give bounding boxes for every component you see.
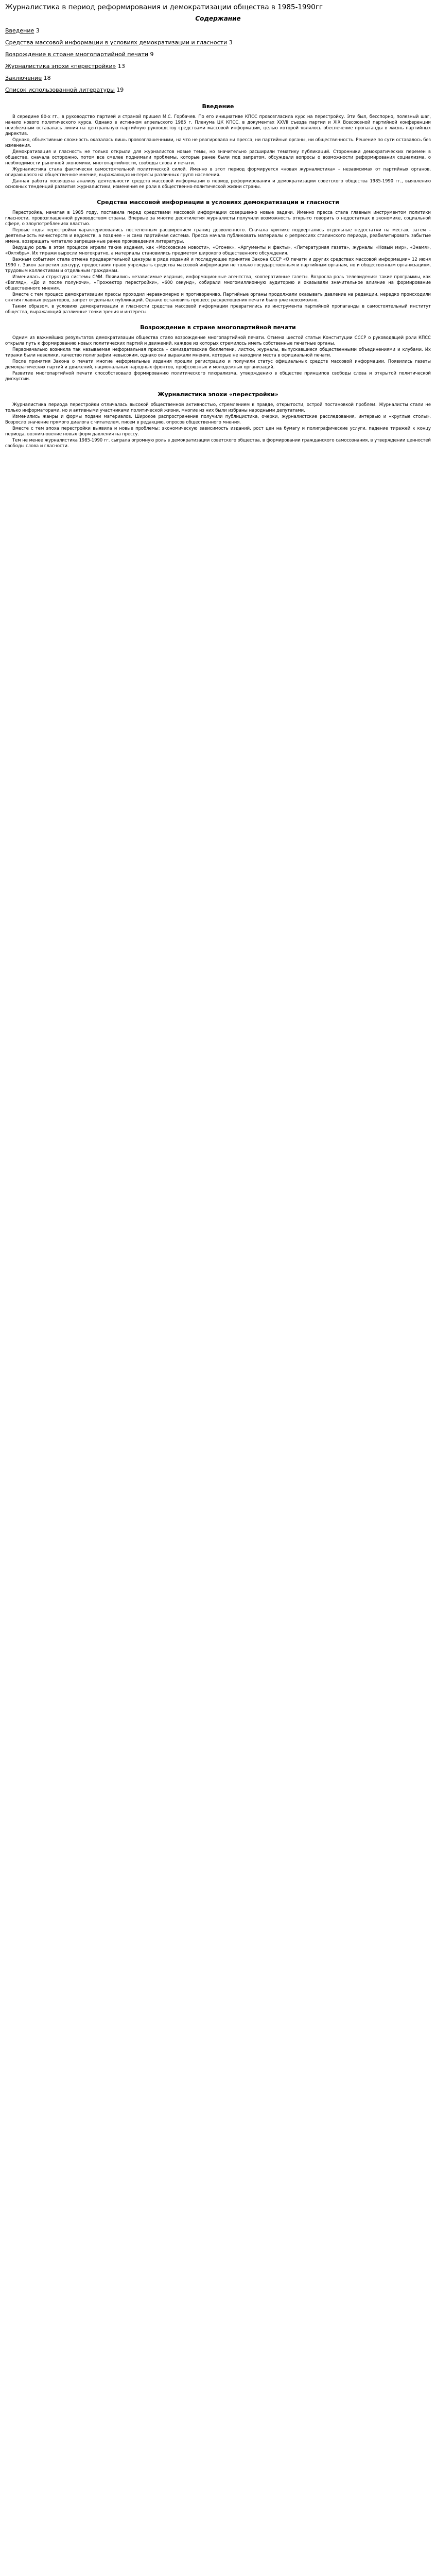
body-paragraph: В середине 80-х гг., в руководство партией и страной пришел М.С. Горбачев. По его инициативе КПСС провозгласила курс на перестройку. Эти был, бесспорно, полезный шаг, начало нового политического курса. Однако в истинном апрельского 1985 г. Пленума ЦК КПСС, в документах XXVII съезда партии и XIX Всесоюзной партийной конференции неизбежным оставалась линия на центральную партийную руководству средствами массовой информации, целью которой являлось обеспечение пропаганды в жизнь партийных директив. [5,114,431,136]
body-paragraph: Таким образом, в условиях демократизации и гласности средства массовой информации превратились из инструмента партийной пропаганды в самостоятельный институт общества, выражающий различные точки зрения и интересы. [5,303,431,314]
body-paragraph: Изменилась и структура системы СМИ. Появились независимые издания, информационные агентства, кооперативные газеты. Возросла роль телевидения: такие программы, как «Взгляд», «До и после полуночи», «Прожектор перестройки», «600 секунд», собирали многомиллионную аудиторию и оказывали значительное влияние на формирование общественного мнения. [5,274,431,291]
section-heading: Средства массовой информации в условиях демократизации и гласности [97,199,339,206]
body-paragraph: Журналистика периода перестройки отличалась высокой общественной активностью, стремлением к правде, открытости, острой постановкой проблем. Журналисты стали не только информаторами, но и активными участниками политической жизни, многие из них были избраны народными депутатами. [5,402,431,413]
toc-link-introduction[interactable]: Введение [5,27,34,34]
body-paragraph: Тем не менее журналистика 1985-1990 гг. сыграла огромную роль в демократизации советского общества, в формировании гражданского самосознания, в утверждении ценностей свободы слова и гласности. [5,437,431,448]
toc-link-media-democratization[interactable]: Средства массовой информации в условиях демократизации и гласности [5,39,228,46]
toc-link-bibliography[interactable]: Список использованной литературы [5,87,115,93]
section-heading: Журналистика эпохи «перестройки» [158,391,278,398]
document-section [5,199,431,315]
body-paragraph: Первоначально возникла так называемая неформальная пресса – самиздатовские бюллетени, листки, журналы, выпускавшиеся общественными объединениями и клубами. Их тиражи были невелики, качество полиграфии невысоким, однако они выражали мнения, которые не находили места в официальной печати. [5,347,431,358]
toc-link-conclusion[interactable]: Заключение [5,75,42,81]
toc-page-number: 13 [117,63,125,70]
toc-link-multiparty-press[interactable]: Возрождение в стране многопартийной печати [5,51,149,58]
body-paragraph: Ведущую роль в этом процессе играли такие издания, как «Московские новости», «Огонек», «Аргументы и факты», «Литературная газета», журналы «Новый мир», «Знамя», «Октябрь». Их тиражи выросли многократно, а материалы становились предметом широкого общественного обсуждения. [5,245,431,256]
body-paragraph: Перестройка, начатая в 1985 году, поставила перед средствами массовой информации совершенно новые задачи. Именно пресса стала главным инструментом политики гласности, провозглашенной руководством страны. Впервые за многие десятилетия журналисты получили возможность открыто говорить о недостатках в экономике, социальной сфере, о злоупотреблениях властью. [5,210,431,226]
section-heading: Возрождение в стране многопартийной печати [140,324,296,331]
body-paragraph: Однако, объективные сложность оказалась лишь провозглашенными, на что не реагировала ни пресса, ни партийные органы, ни общественность. Решение по сути оставалось без изменения. [5,137,431,148]
body-paragraph: Первые годы перестройки характеризовались постепенным расширением границ дозволенного. Сначала критике подвергались отдельные недостатки на местах, затем – деятельность министерств и ведомств, а позднее – и сама партийная система. Пресса начала публиковать материалы о репрессиях сталинского периода, реабилитировать забытые имена, возвращать читателю запрещенные ранее произведения литературы. [5,227,431,244]
body-paragraph: Одним из важнейших результатов демократизации общества стало возрождение многопартийной печати. Отмена шестой статьи Конституции СССР о руководящей роли КПСС открыла путь к формированию новых политических партий и движений, каждое из которых стремилось иметь собственные печатные органы. [5,335,431,346]
toc-page-number: 18 [43,75,51,81]
toc-page-number: 3 [36,27,40,34]
toc-link-perestroika-journalism[interactable]: Журналистика эпохи «перестройки» [5,63,116,70]
toc-item [5,87,431,94]
toc-item [5,75,431,82]
document-body [5,103,431,449]
toc-item [5,63,431,70]
toc-item [5,27,431,35]
document-title: Журналистика в период реформирования и демократизации общества в 1985-1990гг [5,3,323,11]
body-paragraph: Изменились жанры и формы подачи материалов. Широкое распространение получили публицистика, очерки, журналистские расследования, интервью и «круглые столы». Возросло значение прямого диалога с читателем, писем в редакцию, опросов общественного мнения. [5,414,431,425]
toc-page-number: 3 [229,39,233,46]
body-paragraph: Развитие многопартийной печати способствовало формированию политического плюрализма, утверждению в обществе принципов свободы слова и открытой политической дискуссии. [5,370,431,381]
document-section [5,391,431,449]
toc-page-number: 19 [116,87,124,93]
section-heading: Введение [202,103,234,110]
toc-heading: Содержание [195,15,241,22]
table-of-contents [5,27,431,94]
document-section [5,103,431,190]
body-paragraph: Журналистика стала фактически самостоятельной политической силой. Именно в этот период формируется «новая журналистика» – независимая от партийных органов, опирающаяся на общественное мнение, выражающая интересы различных групп населения. [5,166,431,177]
toc-item [5,51,431,58]
body-paragraph: Данная работа посвящена анализу деятельности средств массовой информации в период реформирования и демократизации советского общества 1985-1990 гг., выявлению основных тенденций развития журналистики, изменения ее роли в общественно-политической жизни страны. [5,178,431,189]
body-paragraph: Демократизация и гласность не только открыли для журналистов новые темы, но значительно расширили тематику публикаций. Сторонники демократических перемен в обществе, сначала осторожно, потом все смелее поднимали проблемы, которые ранее были под запретом, обсуждали вопросы о возможности реформирования социализма, о необходимости рыночной экономики, многопартийности, свободы слова и печати. [5,149,431,165]
body-paragraph: После принятия Закона о печати многие неформальные издания прошли регистрацию и получили статус официальных средств массовой информации. Появились газеты демократических партий и движений, национальных народных фронтов, профсоюзных и молодежных организаций. [5,359,431,369]
toc-page-number: 9 [150,51,154,58]
body-paragraph: Вместе с тем эпоха перестройки выявила и новые проблемы: экономическую зависимость изданий, рост цен на бумагу и полиграфические услуги, падение тиражей к концу периода, возникновение новых форм давления на прессу. [5,426,431,436]
body-paragraph: Вместе с тем процесс демократизации прессы проходил неравномерно и противоречиво. Партийные органы продолжали оказывать давление на редакции, нередко происходили снятия главных редакторов, запрет отдельных публикаций. Однако остановить процесс раскрепощения печати было уже невозможно. [5,292,431,302]
body-paragraph: Важным событием стала отмена предварительной цензуры в ряде изданий и последующее принятие Закона СССР «О печати и других средствах массовой информации» 12 июня 1990 г. Закон запретил цензуру, предоставил право учреждать средства массовой информации не только государственным и партийным органам, но и общественным организациям, трудовым коллективам и отдельным гражданам. [5,257,431,273]
document-section [5,324,431,382]
toc-item [5,39,431,46]
